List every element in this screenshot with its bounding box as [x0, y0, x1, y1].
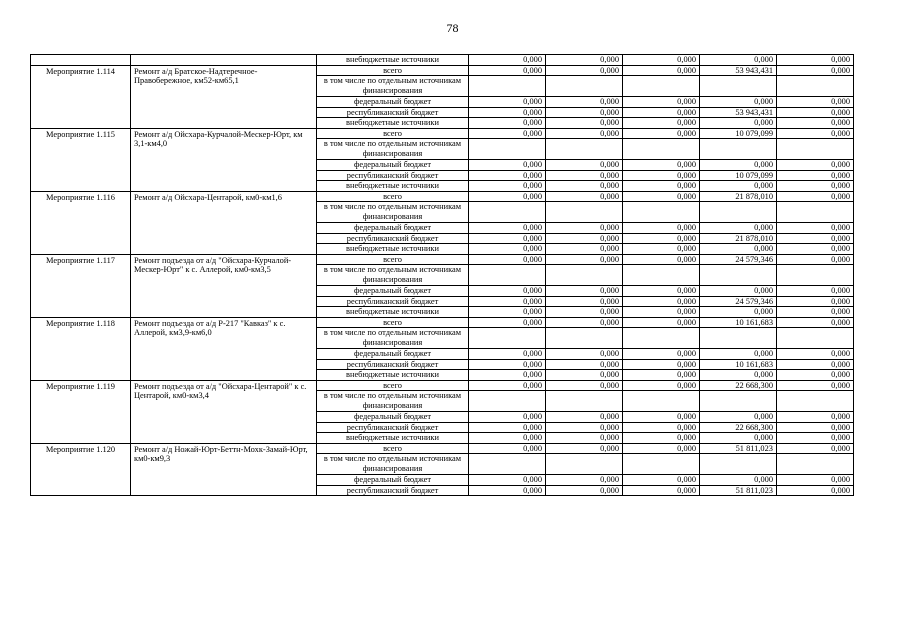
table-row [31, 191, 854, 202]
amount-cell: 0,000 [469, 223, 546, 234]
empty-amount-cell [469, 139, 546, 160]
amount-cell: 0,000 [777, 412, 854, 423]
empty-amount-cell [777, 454, 854, 475]
amount-cell: 0,000 [700, 223, 777, 234]
amount-cell: 0,000 [623, 170, 700, 181]
amount-cell: 0,000 [700, 181, 777, 192]
amount-cell: 10 079,099 [700, 170, 777, 181]
empty-amount-cell [700, 391, 777, 412]
amount-cell: 0,000 [469, 181, 546, 192]
funding-source-label: в том числе по отдельным источникам финансирования [317, 76, 469, 97]
funding-source-label: федеральный бюджет [317, 412, 469, 423]
funding-source-label: в том числе по отдельным источникам финансирования [317, 454, 469, 475]
amount-cell: 0,000 [777, 97, 854, 108]
amount-cell: 0,000 [700, 286, 777, 297]
funding-source-label: федеральный бюджет [317, 223, 469, 234]
event-id-cell: Мероприятие 1.118 [31, 317, 131, 380]
amount-cell: 0,000 [623, 181, 700, 192]
empty-amount-cell [469, 202, 546, 223]
empty-amount-cell [623, 76, 700, 97]
amount-cell: 0,000 [469, 254, 546, 265]
event-id-cell: Мероприятие 1.114 [31, 65, 131, 128]
amount-cell: 0,000 [623, 370, 700, 381]
amount-cell: 0,000 [469, 349, 546, 360]
amount-cell: 0,000 [469, 475, 546, 486]
amount-cell: 0,000 [623, 233, 700, 244]
amount-cell: 51 811,023 [700, 443, 777, 454]
amount-cell: 0,000 [623, 286, 700, 297]
amount-cell: 0,000 [546, 107, 623, 118]
amount-cell: 0,000 [469, 65, 546, 76]
amount-cell: 24 579,346 [700, 254, 777, 265]
funding-source-label: в том числе по отдельным источникам финансирования [317, 328, 469, 349]
amount-cell: 0,000 [700, 118, 777, 129]
funding-source-label: федеральный бюджет [317, 97, 469, 108]
amount-cell: 0,000 [623, 65, 700, 76]
empty-amount-cell [469, 454, 546, 475]
amount-cell: 0,000 [469, 233, 546, 244]
empty-amount-cell [623, 328, 700, 349]
amount-cell: 0,000 [546, 65, 623, 76]
funding-source-label: внебюджетные источники [317, 244, 469, 255]
amount-cell: 0,000 [700, 349, 777, 360]
amount-cell: 0,000 [469, 170, 546, 181]
amount-cell: 0,000 [469, 433, 546, 444]
amount-cell: 0,000 [777, 443, 854, 454]
empty-amount-cell [700, 76, 777, 97]
empty-amount-cell [546, 454, 623, 475]
funding-source-label: внебюджетные источники [317, 55, 469, 66]
empty-amount-cell [777, 76, 854, 97]
amount-cell: 0,000 [777, 160, 854, 171]
funding-source-label: в том числе по отдельным источникам финансирования [317, 265, 469, 286]
amount-cell: 0,000 [546, 181, 623, 192]
amount-cell: 0,000 [546, 475, 623, 486]
empty-amount-cell [469, 76, 546, 97]
page-number: 78 [446, 21, 459, 35]
empty-amount-cell [623, 265, 700, 286]
amount-cell: 10 161,683 [700, 359, 777, 370]
table-row [31, 55, 854, 66]
amount-cell: 0,000 [623, 317, 700, 328]
table-row [31, 65, 854, 76]
empty-amount-cell [777, 265, 854, 286]
amount-cell: 0,000 [469, 317, 546, 328]
amount-cell: 0,000 [469, 422, 546, 433]
amount-cell: 0,000 [700, 97, 777, 108]
empty-amount-cell [469, 391, 546, 412]
funding-source-label: федеральный бюджет [317, 160, 469, 171]
amount-cell: 0,000 [623, 55, 700, 66]
empty-amount-cell [546, 328, 623, 349]
amount-cell: 0,000 [700, 370, 777, 381]
amount-cell: 0,000 [546, 254, 623, 265]
empty-amount-cell [623, 202, 700, 223]
amount-cell: 0,000 [469, 296, 546, 307]
amount-cell: 0,000 [623, 349, 700, 360]
funding-source-label: всего [317, 65, 469, 76]
funding-source-label: республиканский бюджет [317, 107, 469, 118]
funding-source-label: всего [317, 380, 469, 391]
amount-cell: 0,000 [777, 286, 854, 297]
funding-source-label: всего [317, 128, 469, 139]
table-row [31, 128, 854, 139]
amount-cell: 0,000 [623, 223, 700, 234]
amount-cell: 0,000 [546, 55, 623, 66]
amount-cell: 0,000 [546, 170, 623, 181]
amount-cell: 24 579,346 [700, 296, 777, 307]
funding-source-label: всего [317, 317, 469, 328]
empty-amount-cell [623, 391, 700, 412]
amount-cell: 0,000 [469, 118, 546, 129]
amount-cell: 0,000 [623, 359, 700, 370]
amount-cell: 0,000 [700, 244, 777, 255]
amount-cell: 0,000 [623, 307, 700, 318]
amount-cell: 0,000 [623, 118, 700, 129]
amount-cell: 0,000 [469, 485, 546, 496]
amount-cell: 0,000 [777, 254, 854, 265]
amount-cell: 0,000 [546, 370, 623, 381]
table-row [31, 380, 854, 391]
funding-source-label: в том числе по отдельным источникам финансирования [317, 139, 469, 160]
funding-source-label: внебюджетные источники [317, 307, 469, 318]
amount-cell: 0,000 [700, 412, 777, 423]
event-name-cell: Ремонт а/д Ойсхара-Курчалой-Мескер-Юрт, км 3,1-км4,0 [131, 128, 317, 191]
amount-cell: 0,000 [777, 296, 854, 307]
amount-cell: 0,000 [777, 118, 854, 129]
amount-cell: 0,000 [546, 307, 623, 318]
amount-cell: 0,000 [777, 128, 854, 139]
empty-amount-cell [546, 202, 623, 223]
funding-source-label: в том числе по отдельным источникам финансирования [317, 202, 469, 223]
amount-cell: 0,000 [700, 475, 777, 486]
event-id-cell: Мероприятие 1.119 [31, 380, 131, 443]
amount-cell: 0,000 [700, 55, 777, 66]
amount-cell: 0,000 [469, 286, 546, 297]
funding-source-label: всего [317, 443, 469, 454]
amount-cell: 0,000 [777, 433, 854, 444]
empty-amount-cell [546, 265, 623, 286]
funding-source-label: федеральный бюджет [317, 349, 469, 360]
event-id-cell: Мероприятие 1.117 [31, 254, 131, 317]
amount-cell: 51 811,023 [700, 485, 777, 496]
amount-cell: 0,000 [469, 55, 546, 66]
event-id-cell: Мероприятие 1.120 [31, 443, 131, 496]
funding-source-label: внебюджетные источники [317, 370, 469, 381]
event-name-cell: Ремонт а/д Ойсхара-Центарой, км0-км1,6 [131, 191, 317, 254]
amount-cell: 0,000 [623, 412, 700, 423]
event-name-cell: Ремонт подъезда от а/д "Ойсхара-Курчалой-Мескер-Юрт" к с. Аллерой, км0-км3,5 [131, 254, 317, 317]
amount-cell: 0,000 [777, 233, 854, 244]
amount-cell: 0,000 [546, 244, 623, 255]
amount-cell: 0,000 [777, 422, 854, 433]
amount-cell: 0,000 [700, 160, 777, 171]
table-row [31, 317, 854, 328]
amount-cell: 0,000 [546, 191, 623, 202]
amount-cell: 0,000 [469, 359, 546, 370]
funding-source-label: федеральный бюджет [317, 475, 469, 486]
amount-cell: 0,000 [546, 349, 623, 360]
amount-cell: 0,000 [546, 233, 623, 244]
amount-cell: 0,000 [546, 422, 623, 433]
amount-cell: 0,000 [546, 380, 623, 391]
amount-cell: 0,000 [469, 191, 546, 202]
amount-cell: 0,000 [700, 433, 777, 444]
amount-cell: 0,000 [469, 244, 546, 255]
empty-amount-cell [777, 328, 854, 349]
amount-cell: 10 079,099 [700, 128, 777, 139]
amount-cell: 0,000 [546, 485, 623, 496]
amount-cell: 0,000 [469, 107, 546, 118]
amount-cell: 21 878,010 [700, 191, 777, 202]
amount-cell: 0,000 [546, 286, 623, 297]
funding-source-label: внебюджетные источники [317, 181, 469, 192]
amount-cell: 0,000 [777, 475, 854, 486]
amount-cell: 0,000 [546, 443, 623, 454]
amount-cell: 0,000 [777, 65, 854, 76]
budget-table [30, 54, 854, 496]
amount-cell: 0,000 [623, 160, 700, 171]
empty-amount-cell [546, 139, 623, 160]
amount-cell: 0,000 [546, 296, 623, 307]
empty-amount-cell [469, 265, 546, 286]
event-id-cell: Мероприятие 1.115 [31, 128, 131, 191]
amount-cell: 0,000 [623, 97, 700, 108]
amount-cell: 0,000 [469, 380, 546, 391]
funding-source-label: республиканский бюджет [317, 170, 469, 181]
funding-source-label: республиканский бюджет [317, 296, 469, 307]
event-name-cell: Ремонт подъезда от а/д Р-217 "Кавказ" к с. Аллерой, км3,9-км6,0 [131, 317, 317, 380]
amount-cell: 0,000 [777, 107, 854, 118]
amount-cell: 0,000 [546, 359, 623, 370]
amount-cell: 0,000 [469, 307, 546, 318]
amount-cell: 0,000 [623, 244, 700, 255]
empty-amount-cell [623, 454, 700, 475]
event-name-cell: Ремонт а/д Ножай-Юрт-Беттн-Мохк-Замай-Юрт, км0-км9,3 [131, 443, 317, 496]
amount-cell: 0,000 [546, 223, 623, 234]
empty-amount-cell [777, 202, 854, 223]
funding-source-label: всего [317, 191, 469, 202]
amount-cell: 0,000 [546, 317, 623, 328]
amount-cell: 0,000 [777, 380, 854, 391]
amount-cell: 0,000 [469, 412, 546, 423]
amount-cell: 0,000 [623, 485, 700, 496]
empty-amount-cell [546, 76, 623, 97]
funding-source-label: федеральный бюджет [317, 286, 469, 297]
amount-cell: 0,000 [623, 433, 700, 444]
amount-cell: 0,000 [777, 317, 854, 328]
amount-cell: 0,000 [546, 128, 623, 139]
amount-cell: 0,000 [777, 244, 854, 255]
amount-cell: 0,000 [623, 422, 700, 433]
amount-cell: 0,000 [546, 160, 623, 171]
amount-cell: 22 668,300 [700, 380, 777, 391]
amount-cell: 0,000 [546, 97, 623, 108]
empty-amount-cell [777, 139, 854, 160]
amount-cell: 0,000 [623, 380, 700, 391]
amount-cell: 0,000 [469, 443, 546, 454]
empty-amount-cell [777, 391, 854, 412]
empty-amount-cell [546, 391, 623, 412]
amount-cell: 0,000 [623, 296, 700, 307]
amount-cell: 0,000 [777, 170, 854, 181]
funding-source-label: в том числе по отдельным источникам финансирования [317, 391, 469, 412]
event-name-cell [131, 55, 317, 66]
funding-source-label: республиканский бюджет [317, 485, 469, 496]
funding-source-label: республиканский бюджет [317, 422, 469, 433]
amount-cell: 0,000 [469, 97, 546, 108]
amount-cell: 0,000 [546, 118, 623, 129]
amount-cell: 0,000 [777, 55, 854, 66]
amount-cell: 0,000 [777, 181, 854, 192]
empty-amount-cell [700, 139, 777, 160]
amount-cell: 0,000 [623, 443, 700, 454]
amount-cell: 0,000 [623, 475, 700, 486]
amount-cell: 0,000 [469, 160, 546, 171]
event-name-cell: Ремонт а/д Братское-Надтеречное-Правобережное, км52-км65,1 [131, 65, 317, 128]
funding-source-label: всего [317, 254, 469, 265]
event-id-cell [31, 55, 131, 66]
amount-cell: 0,000 [777, 370, 854, 381]
amount-cell: 10 161,683 [700, 317, 777, 328]
amount-cell: 0,000 [777, 349, 854, 360]
amount-cell: 0,000 [700, 307, 777, 318]
amount-cell: 0,000 [623, 107, 700, 118]
funding-source-label: внебюджетные источники [317, 118, 469, 129]
amount-cell: 0,000 [623, 254, 700, 265]
amount-cell: 0,000 [777, 485, 854, 496]
funding-source-label: республиканский бюджет [317, 359, 469, 370]
empty-amount-cell [469, 328, 546, 349]
empty-amount-cell [700, 454, 777, 475]
amount-cell: 0,000 [546, 433, 623, 444]
amount-cell: 0,000 [777, 307, 854, 318]
event-id-cell: Мероприятие 1.116 [31, 191, 131, 254]
amount-cell: 53 943,431 [700, 65, 777, 76]
budget-table-body [31, 55, 854, 496]
amount-cell: 53 943,431 [700, 107, 777, 118]
amount-cell: 0,000 [469, 370, 546, 381]
amount-cell: 21 878,010 [700, 233, 777, 244]
amount-cell: 0,000 [623, 191, 700, 202]
empty-amount-cell [700, 265, 777, 286]
amount-cell: 0,000 [777, 359, 854, 370]
empty-amount-cell [700, 202, 777, 223]
amount-cell: 22 668,300 [700, 422, 777, 433]
amount-cell: 0,000 [546, 412, 623, 423]
empty-amount-cell [623, 139, 700, 160]
amount-cell: 0,000 [777, 223, 854, 234]
funding-source-label: республиканский бюджет [317, 233, 469, 244]
amount-cell: 0,000 [623, 128, 700, 139]
table-row [31, 443, 854, 454]
event-name-cell: Ремонт подъезда от а/д "Ойсхара-Центарой" к с. Центарой, км0-км3,4 [131, 380, 317, 443]
funding-source-label: внебюджетные источники [317, 433, 469, 444]
empty-amount-cell [700, 328, 777, 349]
amount-cell: 0,000 [469, 128, 546, 139]
table-row [31, 254, 854, 265]
amount-cell: 0,000 [777, 191, 854, 202]
